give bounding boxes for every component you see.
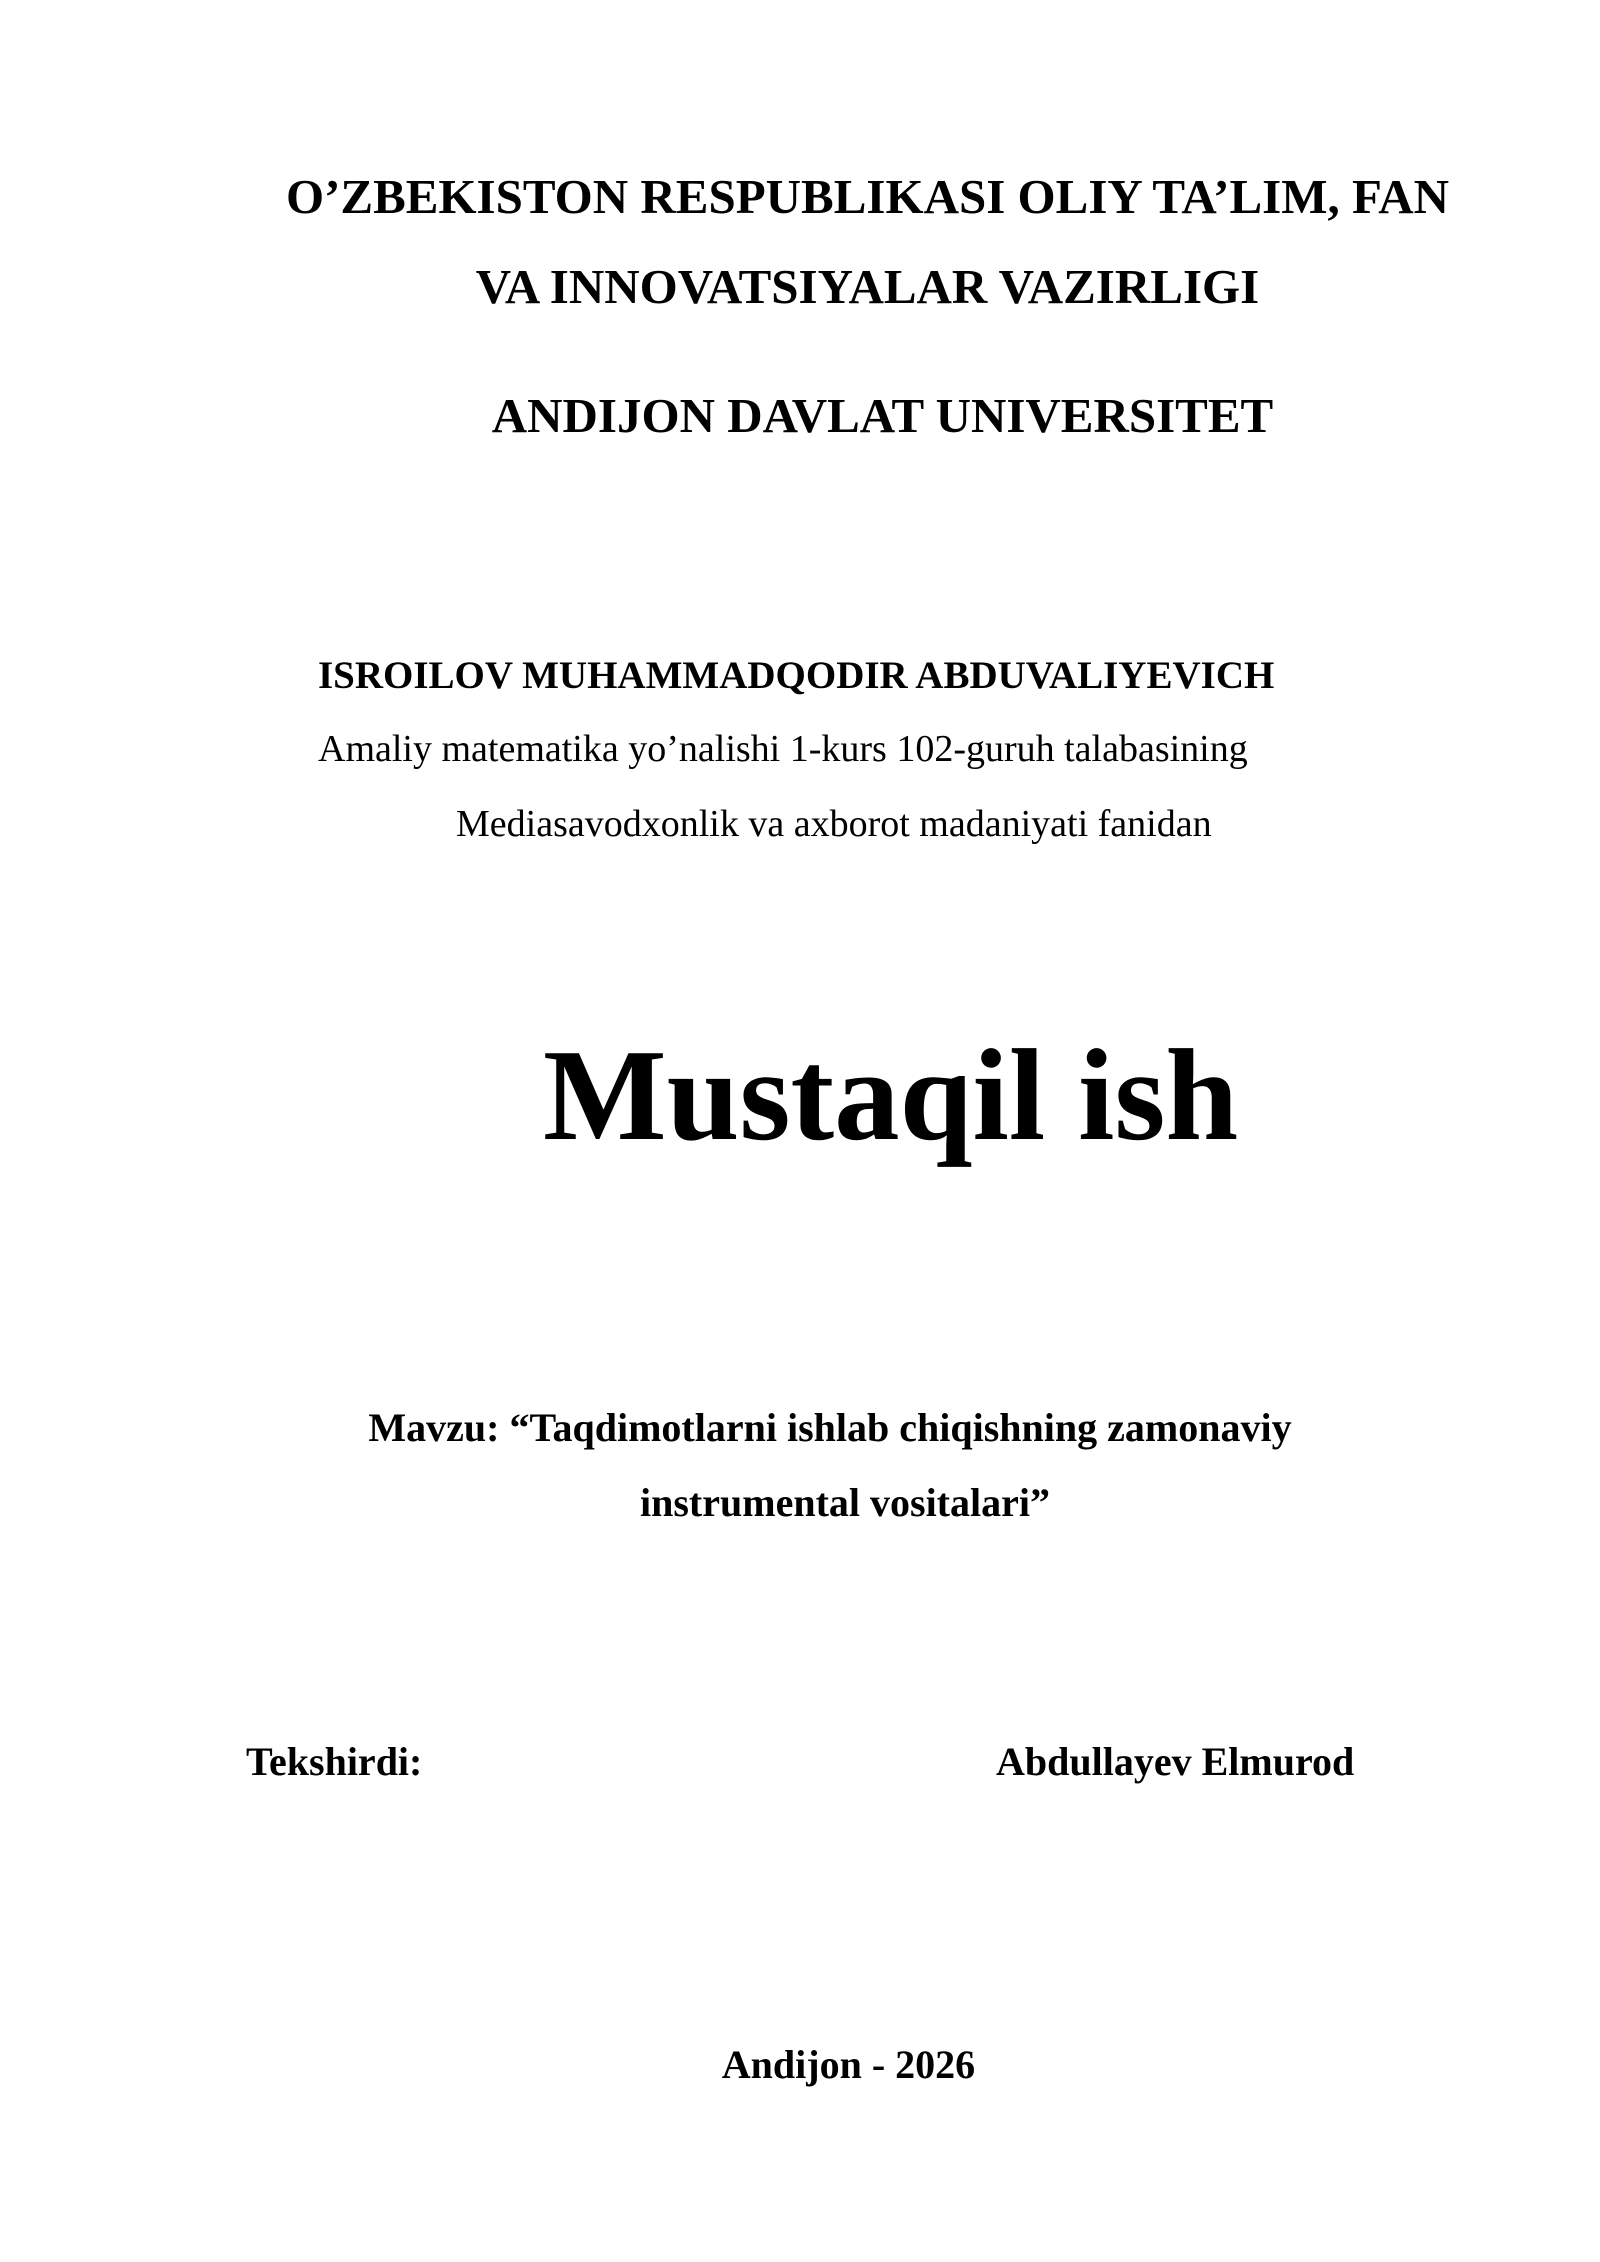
subject-line: Mediasavodxonlik va axborot madaniyati fanidan bbox=[456, 803, 1212, 845]
ministry-line-1: O’ZBEKISTON RESPUBLIKASI OLIY TA’LIM, FAN bbox=[285, 169, 1450, 224]
student-full-name: ISROILOV MUHAMMADQODIR ABDUVALIYEVICH bbox=[318, 654, 1275, 697]
university-name: ANDIJON DAVLAT UNIVERSITET bbox=[491, 388, 1274, 443]
reviewer-label: Tekshirdi: bbox=[246, 1739, 423, 1784]
ministry-line-2: VA INNOVATSIYALAR VAZIRLIGI bbox=[475, 259, 1260, 314]
place-and-year: Andijon - 2026 bbox=[721, 2042, 976, 2087]
topic-line-1: Mavzu: “Taqdimotlarni ishlab chiqishning zamonaviy bbox=[368, 1405, 1292, 1450]
topic-line-2: instrumental vositalari” bbox=[640, 1480, 1050, 1525]
student-description: Amaliy matematika yo’nalishi 1-kurs 102-guruh talabasining bbox=[318, 728, 1248, 770]
reviewer-name: Abdullayev Elmurod bbox=[996, 1739, 1355, 1784]
work-title: Mustaqil ish bbox=[543, 1023, 1239, 1168]
